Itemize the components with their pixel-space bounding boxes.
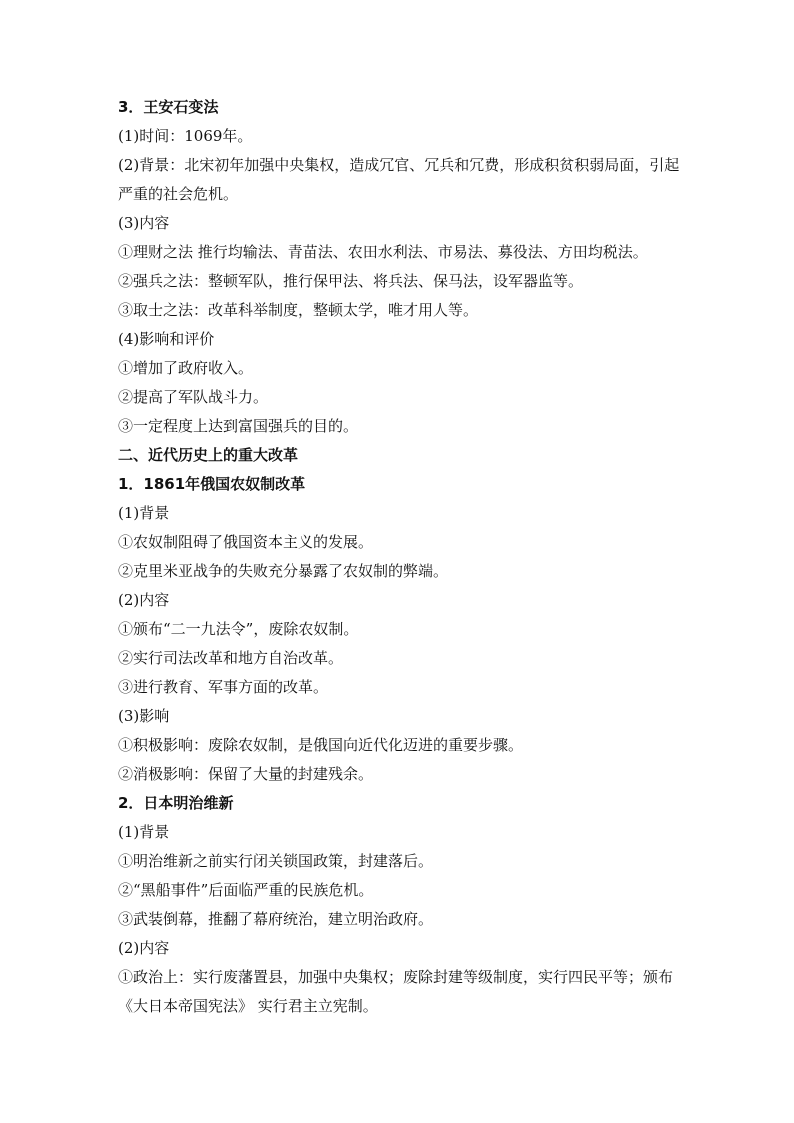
list-item-military-law: ②强兵之法：整顿军队，推行保甲法、将兵法、保马法，设军器监等。 <box>118 272 584 290</box>
paragraph-background: (2)背景：北宋初年加强中央集权，造成冗官、冗兵和冗费，形成积贫积弱局面，引起严重的社会危机。 <box>118 156 680 203</box>
subheading-russia-content: (2)内容 <box>118 591 170 609</box>
list-item-russia-content-1: ①颁布“二一九法令”，废除农奴制。 <box>118 620 359 638</box>
list-item-russia-impact-2: ②消极影响：保留了大量的封建残余。 <box>118 765 374 783</box>
section-heading-wang-anshi-reform: 3．王安石变法 <box>118 98 219 116</box>
list-item-impact-2: ②提高了军队战斗力。 <box>118 388 269 406</box>
list-item-russia-content-2: ②实行司法改革和地方自治改革。 <box>118 649 344 667</box>
list-item-russia-impact-1: ①积极影响：废除农奴制，是俄国向近代化迈进的重要步骤。 <box>118 736 524 754</box>
subheading-russia-impact: (3)影响 <box>118 707 170 725</box>
subheading-russia-background: (1)背景 <box>118 504 170 522</box>
list-item-meiji-content-1: ①政治上：实行废藩置县，加强中央集权；废除封建等级制度，实行四民平等；颁布《大日本帝国宪法》 实行君主立宪制。 <box>118 968 674 1015</box>
list-item-meiji-bg-2: ②“黑船事件”后面临严重的民族危机。 <box>118 881 374 899</box>
list-item-impact-3: ③一定程度上达到富国强兵的目的。 <box>118 417 359 435</box>
paragraph-time: (1)时间：1069年。 <box>118 127 253 145</box>
document-page <box>118 93 688 1021</box>
subheading-meiji-content: (2)内容 <box>118 939 170 957</box>
subheading-impact: (4)影响和评价 <box>118 330 215 348</box>
list-item-selection-law: ③取士之法：改革科举制度，整顿太学，唯才用人等。 <box>118 301 479 319</box>
list-item-russia-bg-1: ①农奴制阻碍了俄国资本主义的发展。 <box>118 533 374 551</box>
subheading-content: (3)内容 <box>118 214 170 232</box>
list-item-impact-1: ①增加了政府收入。 <box>118 359 254 377</box>
list-item-finance-law: ①理财之法 推行均输法、青苗法、农田水利法、市易法、募役法、方田均税法。 <box>118 243 648 261</box>
list-item-meiji-bg-3: ③武装倒幕，推翻了幕府统治，建立明治政府。 <box>118 910 434 928</box>
list-item-meiji-bg-1: ①明治维新之前实行闭关锁国政策，封建落后。 <box>118 852 434 870</box>
section-heading-russia-reform: 1．1861年俄国农奴制改革 <box>118 475 306 493</box>
list-item-russia-bg-2: ②克里米亚战争的失败充分暴露了农奴制的弊端。 <box>118 562 449 580</box>
section-heading-modern-reforms: 二、近代历史上的重大改革 <box>118 446 299 464</box>
subheading-meiji-background: (1)背景 <box>118 823 170 841</box>
list-item-russia-content-3: ③进行教育、军事方面的改革。 <box>118 678 329 696</box>
section-heading-meiji-restoration: 2．日本明治维新 <box>118 794 234 812</box>
